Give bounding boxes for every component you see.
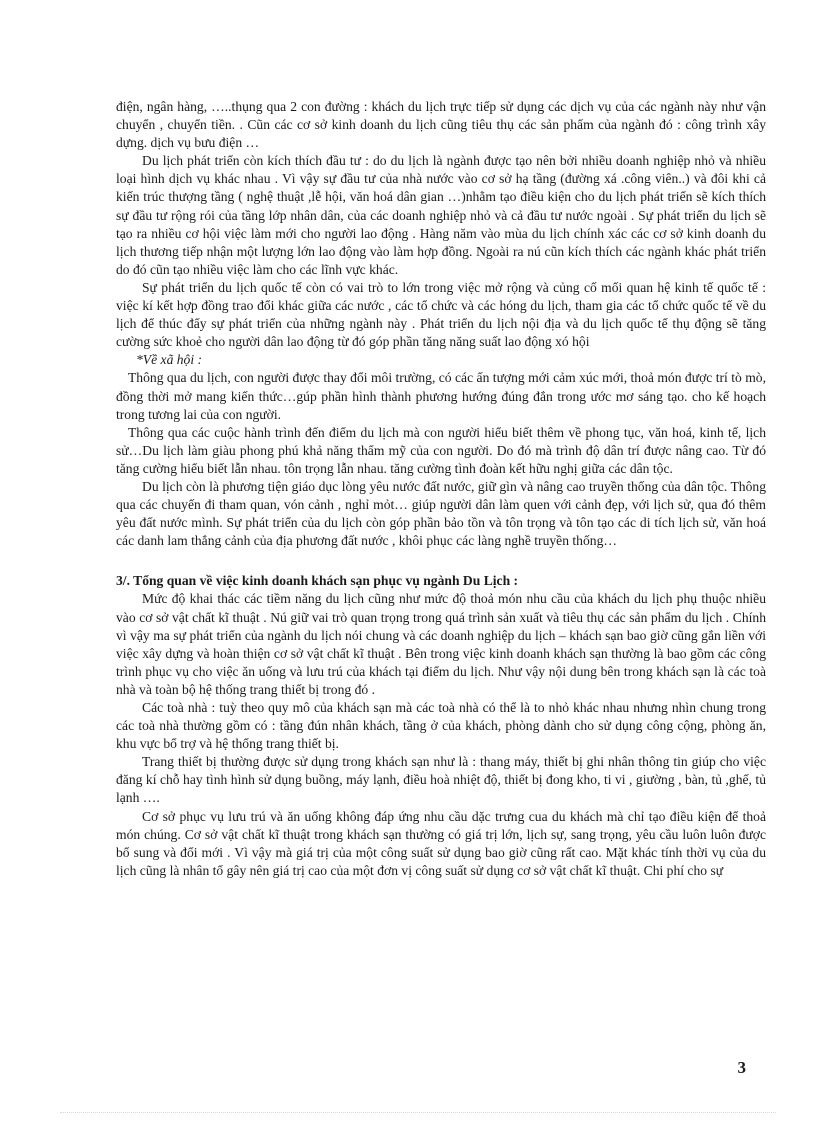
paragraph-international-relations: Sự phát triển du lịch quốc tế còn có vai trò to lớn trong việc mở rộng và củng cố mối quan hệ kinh tế quốc tế : việc kí kết hợp đồng trao đổi khác giữa các nước , các tổ chức và các hóng du lịch, tham gia các tổ chức quốc tế về du lịch để thúc đẩy sự phát triển của những ngành này . Phát triển du lịch nội địa và du lịch quốc tế thụ động sẽ tăng cường sức khoẻ cho người dân lao động từ đó góp phần tăng năng suất lao động xó hội — [116, 279, 766, 350]
paragraph-social-environment: Thông qua du lịch, con người được thay đổi môi trường, có các ấn tượng mới cảm xúc mới, thoả món được trí tò mò, đồng thời mở mang kiến thức…gúp phần hình thành phương hướng đúng đắn trong ước mơ sáng tạo. cho kế hoạch trong tương lai của con người. — [116, 370, 766, 422]
section-spacer — [116, 550, 766, 572]
footer-divider — [60, 1112, 776, 1113]
paragraph-accommodation: Cơ sở phục vụ lưu trú và ăn uống không đáp ứng nhu cầu dặc trưng cua du khách mà chỉ tạo điều kiện để thoả món chúng. Cơ sở vật chất kĩ thuật trong khách sạn thường có giá trị lớn, lịch sự, sang trọng, yêu cầu luôn luôn được bổ sung và đổi mới . Vì vậy mà giá trị của một công suất sử dụng bao giờ cũng rất cao. Mặt khác tính thời vụ của du lịch cũng là nhân tố gây nên giá trị cao của một đơn vị công suất sử dụng cơ sở vật chất kĩ thuật. Chi phí cho sự — [116, 808, 766, 878]
paragraph-social-patriotism: Du lịch còn là phương tiện giáo dục lòng yêu nước đất nước, giữ gìn và nâng cao truyền thống của dân tộc. Thông qua các chuyến đi tham quan, vón cảnh , nghỉ mỏt… giúp người dân làm quen với cảnh đẹp, với lịch sử, qua đó thêm yêu đất nước mình. Sự phát triển của du lịch còn góp phần bảo tồn và tôn trọng và tôn tạo các di tích lịch sử, văn hoá các danh lam thắng cảnh của địa phương đất nước , khôi phục các làng nghề truyền thống… — [116, 478, 766, 549]
paragraph-social-understanding: Thông qua các cuộc hành trình đến điểm du lịch mà con người hiểu biết thêm về phong tục, văn hoá, kinh tế, lịch sử…Du lịch làm giàu phong phú khả năng thẩm mỹ của con người. Do đó mà trình độ dân trí được nâng cao. Từ đó tăng cường hiểu biết lẫn nhau. tôn trọng lẫn nhau. tăng cường tình đoàn kết hữu nghị giữa các dân tộc. — [116, 424, 766, 476]
paragraph-buildings: Các toà nhà : tuỳ theo quy mô của khách sạn mà các toà nhà có thể là to nhỏ khác nhau nhưng nhìn chung trong các toà nhà thường gồm có : tầng đún nhân khách, tầng ở của khách, phòng dành cho sử dụng công cộng, phòng ăn, khu vực bổ trợ và hệ thống trang thiết bị. — [116, 700, 766, 752]
paragraph-infrastructure: Mức độ khai thác các tiềm năng du lịch cũng như mức độ thoả món nhu cầu của khách du lịch phụ thuộc nhiều vào cơ sở vật chất kĩ thuật . Nú giữ vai trò quan trọng trong quá trình sản xuất và tiêu thụ các sản phẩm du lịch . Chính vì vậy ma sự phát triển của ngành du lịch nói chung và các doanh nghiệp du lịch – khách sạn bao giờ cũng gắn liền với việc xây dựng và hoàn thiện cơ sở vật chất kĩ thuật . Bên trong việc kinh doanh khách sạn thường là bao gồm các công trình phục vụ cho việc ăn uống và lưu trú của khách tại điểm du lịch. Như vậy nội dung bên trong khách sạn là các toà nhà và toàn bộ hệ thống trang thiết bị trong đó . — [116, 591, 766, 697]
paragraph-equipment: Trang thiết bị thường được sử dụng trong khách sạn như là : thang máy, thiết bị ghi nhân thông tin giúp cho việc đăng kí chỗ hay tình hình sử dụng buồng, máy lạnh, điều hoà nhiệt độ, thiết bị đong kho, ti vi , giường , bàn, tủ ,ghế, tủ lạnh …. — [116, 754, 766, 806]
paragraph-investment: Du lịch phát triển còn kích thích đầu tư : do du lịch là ngành được tạo nên bởi nhiều doanh nghiệp nhỏ và nhiều loại hình dịch vụ khác nhau . Vì vậy sự đầu tư của nhà nước vào cơ sở hạ tầng (đường xá .công viên..) và đôi khi cả kiến trúc thượng tầng ( nghệ thuật ,lễ hội, văn hoá dân gian …)nhằm tạo điều kiện cho du lịch phát triển sẽ kích thích sự đầu tư rộng rói của tầng lớp nhân dân, của các doanh nghiệp nhỏ và cả đầu tư nước ngoài . Sự phát triển du lịch sẽ tạo ra nhiều cơ hội việc làm mới cho người lao động . Hàng năm vào mùa du lịch chính xác các cơ sở kinh doanh du lịch thương tiếp nhận một lượng lớn lao động vào làm hợp đồng. Ngoài ra nú cũn kích thích các ngành khác phát triển do đó cũn tạo nhiều việc làm cho các lĩnh vực khác. — [116, 153, 766, 277]
social-section-label: *Về xã hội : — [136, 352, 203, 368]
page-number: 3 — [737, 1058, 746, 1077]
paragraph-services-continued: điện, ngân hàng, …..thụng qua 2 con đường : khách du lịch trực tiếp sử dụng các dịch vụ của các ngành này như vận chuyển , chuyển tiền. . Cũn các cơ sở kinh doanh du lịch cũng tiêu thụ các sản phẩm của ngành đó : công trình xây dựng. dịch vụ bưu điện … — [116, 99, 766, 151]
document-body — [116, 98, 766, 880]
section-heading: 3/. Tổng quan về việc kinh doanh khách sạn phục vụ ngành Du Lịch : — [116, 573, 519, 589]
